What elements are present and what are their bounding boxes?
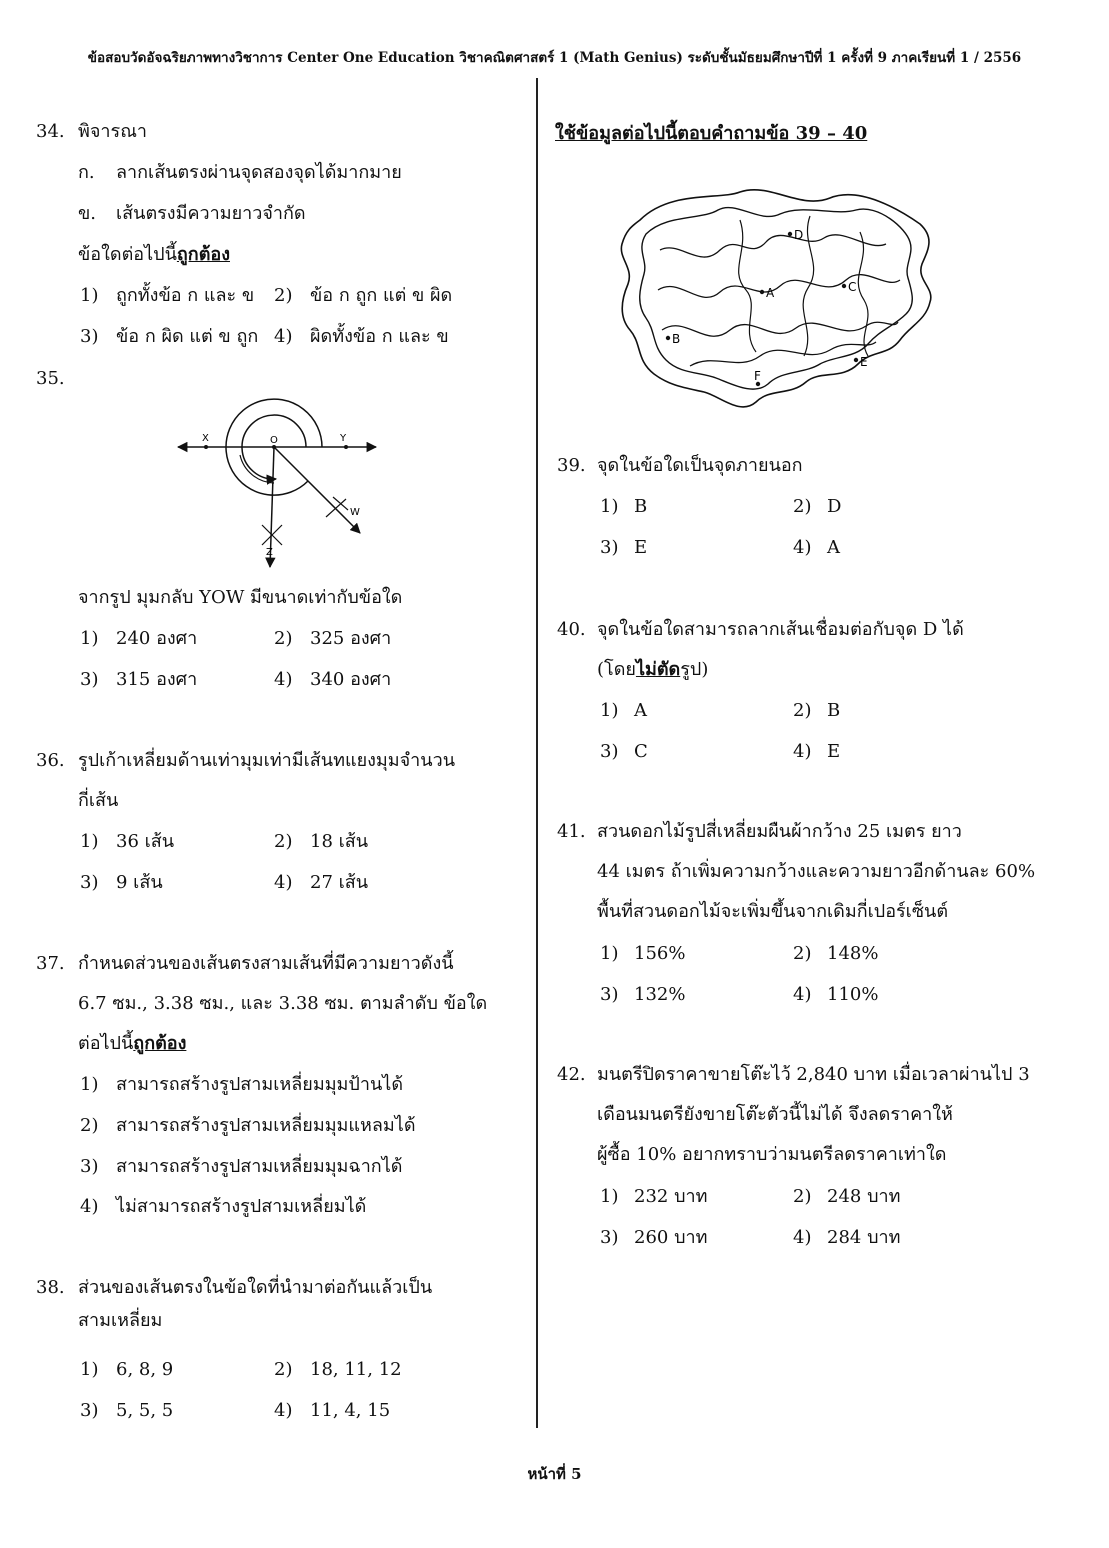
question-text: รูปเก้าเหลี่ยมด้านเท่ามุมเท่ามีเส้นทแยงมุมจำนวน (78, 750, 456, 771)
option-number: 4) (793, 741, 812, 762)
option-text: 284 บาท (827, 1227, 901, 1248)
option-number: 3) (600, 537, 619, 558)
question-number: 39. (557, 455, 586, 476)
option-text: 11, 4, 15 (310, 1400, 391, 1421)
option-number: 1) (80, 628, 99, 649)
option-number: 4) (793, 984, 812, 1005)
option-number: 4) (793, 537, 812, 558)
question-text: จากรูป มุมกลับ YOW มีขนาดเท่ากับข้อใด (78, 587, 403, 608)
question-number: 36. (36, 750, 65, 771)
option-text: 340 องศา (310, 669, 392, 690)
option-number: 3) (80, 669, 99, 690)
point-c-label: C (848, 280, 857, 294)
option-number: 2) (793, 943, 812, 964)
option-number: 1) (600, 496, 619, 517)
option-number: 3) (80, 872, 99, 893)
option-text: 156% (634, 943, 686, 964)
option-number: 2) (793, 700, 812, 721)
label-x: X (202, 433, 209, 444)
option-number: 1) (80, 1074, 99, 1095)
option-text: สามารถสร้างรูปสามเหลี่ยมมุมแหลมได้ (116, 1115, 416, 1136)
option-number: 2) (274, 628, 293, 649)
closed-curve-figure (610, 180, 950, 420)
option-number: 3) (600, 1227, 619, 1248)
option-number: 1) (80, 831, 99, 852)
question-text: จุดในข้อใดสามารถลากเส้นเชื่อมต่อกับจุด D ได้ (597, 619, 964, 640)
option-text: 132% (634, 984, 686, 1005)
option-text: A (634, 700, 647, 721)
option-text: C (634, 741, 648, 762)
option-text: 9 เส้น (116, 872, 163, 893)
question-prompt: ข้อใดต่อไปนี้ถูกต้อง (78, 244, 230, 265)
info-heading: ใช้ข้อมูลต่อไปนี้ตอบคำถามข้อ 39 – 40 (555, 123, 868, 144)
angle-figure (170, 385, 390, 570)
label-w: W (350, 507, 360, 518)
option-text: B (634, 496, 648, 517)
statement-text: ลากเส้นตรงผ่านจุดสองจุดได้มากมาย (116, 162, 402, 183)
option-number: 1) (80, 1359, 99, 1380)
option-number: 2) (274, 831, 293, 852)
option-text: 110% (827, 984, 879, 1005)
option-text: ข้อ ก ถูก แต่ ข ผิด (310, 285, 453, 306)
question-number: 38. (36, 1277, 65, 1298)
point-b-label: B (672, 332, 681, 346)
option-text: 148% (827, 943, 879, 964)
option-text: ผิดทั้งข้อ ก และ ข (310, 326, 449, 347)
option-text: 6, 8, 9 (116, 1359, 174, 1380)
question-text: จุดในข้อใดเป็นจุดภายนอก (597, 455, 803, 476)
option-text: สามารถสร้างรูปสามเหลี่ยมมุมป้านได้ (116, 1074, 404, 1095)
option-number: 3) (80, 1400, 99, 1421)
option-text: E (634, 537, 648, 558)
option-text: ไม่สามารถสร้างรูปสามเหลี่ยมได้ (116, 1196, 367, 1217)
option-number: 2) (793, 496, 812, 517)
option-text: 315 องศา (116, 669, 198, 690)
option-number: 2) (793, 1186, 812, 1207)
question-text: ส่วนของเส้นตรงในข้อใดที่นำมาต่อกันแล้วเป็น (78, 1277, 433, 1298)
option-text: E (827, 741, 841, 762)
option-number: 4) (80, 1196, 99, 1217)
option-text: สามารถสร้างรูปสามเหลี่ยมมุมฉากได้ (116, 1156, 403, 1177)
page-header: ข้อสอบวัดอัจฉริยภาพทางวิชาการ Center One Education วิชาคณิตศาสตร์ 1 (Math Genius) ระดับชั้นมัธยมศึกษาปีที่ 1 ครั้งที่ 9 ภาคเรียนที่ 1 / 2556 (87, 50, 1022, 66)
question-number: 35. (36, 368, 65, 389)
option-number: 2) (80, 1115, 99, 1136)
page-number: หน้าที่ 5 (527, 1465, 582, 1483)
question-text: พิจารณา (78, 121, 147, 142)
question-text: มนตรีปิดราคาขายโต๊ะไว้ 2,840 บาท เมื่อเวลาผ่านไป 3 (597, 1064, 1030, 1085)
option-text: 27 เส้น (310, 872, 369, 893)
statement-label: ก. (78, 162, 95, 183)
question-prompt: ต่อไปนี้ถูกต้อง (78, 1033, 187, 1054)
option-text: 240 องศา (116, 628, 198, 649)
column-divider (536, 78, 538, 1428)
label-y: Y (340, 433, 347, 444)
statement-text: เส้นตรงมีความยาวจำกัด (116, 203, 306, 224)
option-text: 5, 5, 5 (116, 1400, 174, 1421)
question-text: พื้นที่สวนดอกไม้จะเพิ่มขึ้นจากเดิมกี่เปอร์เซ็นต์ (597, 901, 949, 922)
label-z: Z (266, 547, 273, 558)
option-text: A (827, 537, 840, 558)
question-text: กี่เส้น (78, 790, 119, 811)
point-e-label: E (860, 355, 868, 369)
option-text: 248 บาท (827, 1186, 901, 1207)
point-d-label: D (794, 228, 804, 242)
option-number: 1) (80, 285, 99, 306)
question-text: กำหนดส่วนของเส้นตรงสามเส้นที่มีความยาวดังนี้ (78, 953, 454, 974)
label-o: O (270, 435, 278, 446)
point-f-label: F (754, 369, 761, 383)
option-text: B (827, 700, 841, 721)
question-number: 41. (557, 821, 586, 842)
option-number: 2) (274, 1359, 293, 1380)
option-text: ข้อ ก ผิด แต่ ข ถูก (116, 326, 259, 347)
option-number: 1) (600, 943, 619, 964)
point-a-label: A (766, 286, 775, 300)
question-text: 6.7 ซม., 3.38 ซม., และ 3.38 ซม. ตามลำดับ ข้อใด (78, 993, 488, 1014)
option-number: 4) (274, 326, 293, 347)
option-text: 232 บาท (634, 1186, 708, 1207)
option-number: 2) (274, 285, 293, 306)
question-text: ผู้ซื้อ 10% อยากทราบว่ามนตรีลดราคาเท่าใด (597, 1144, 947, 1165)
option-number: 4) (274, 669, 293, 690)
option-text: 260 บาท (634, 1227, 708, 1248)
option-text: 18 เส้น (310, 831, 369, 852)
option-number: 3) (80, 326, 99, 347)
option-number: 3) (80, 1156, 99, 1177)
question-number: 42. (557, 1064, 586, 1085)
option-number: 1) (600, 1186, 619, 1207)
option-number: 1) (600, 700, 619, 721)
question-text: สามเหลี่ยม (78, 1310, 163, 1331)
question-text: (โดยไม่ตัดรูป) (597, 659, 709, 680)
option-text: ถูกทั้งข้อ ก และ ข (116, 285, 255, 306)
option-number: 4) (793, 1227, 812, 1248)
option-text: 18, 11, 12 (310, 1359, 402, 1380)
question-text: 44 เมตร ถ้าเพิ่มความกว้างและความยาวอีกด้านละ 60% (597, 861, 1036, 882)
option-number: 3) (600, 984, 619, 1005)
option-text: 36 เส้น (116, 831, 175, 852)
question-text: สวนดอกไม้รูปสี่เหลี่ยมผืนผ้ากว้าง 25 เมตร ยาว (597, 821, 962, 842)
question-number: 40. (557, 619, 586, 640)
option-number: 4) (274, 872, 293, 893)
question-number: 37. (36, 953, 65, 974)
option-text: 325 องศา (310, 628, 392, 649)
option-number: 3) (600, 741, 619, 762)
statement-label: ข. (78, 203, 97, 224)
question-text: เดือนมนตรียังขายโต๊ะตัวนี้ไม่ได้ จึงลดราคาให้ (597, 1104, 953, 1125)
question-number: 34. (36, 121, 65, 142)
option-number: 4) (274, 1400, 293, 1421)
option-text: D (827, 496, 842, 517)
